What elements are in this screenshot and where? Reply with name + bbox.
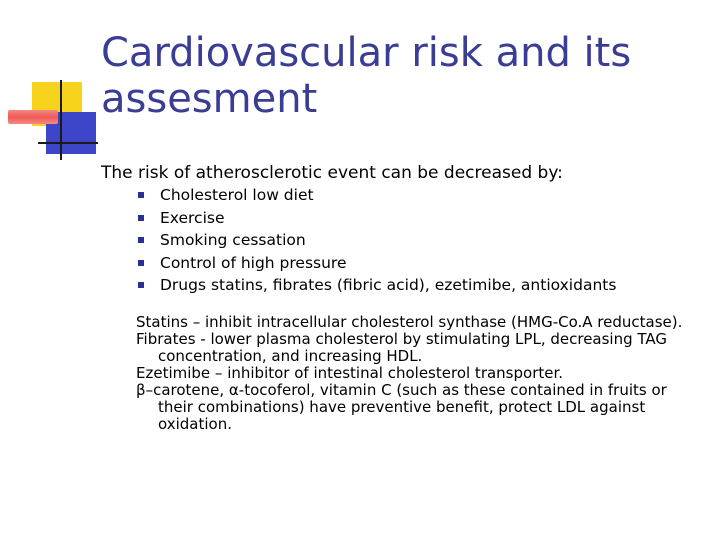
- note-antioxidants: β–carotene, α-tocoferol, vitamin C (such as these contained in fruits or their combinations) have preventive benefit, protect LDL against oxidation.: [136, 381, 667, 433]
- bullet-item: [136, 252, 616, 275]
- note-fibrates: Fibrates - lower plasma cholesterol by stimulating LPL, decreasing TAG concentration, and increasing HDL.: [136, 330, 668, 365]
- bullet-item: [136, 207, 616, 230]
- bullet-item: [136, 274, 616, 297]
- bullet-text: Cholesterol low diet: [160, 186, 314, 204]
- intro-text: The risk of atherosclerotic event can be decreased by:: [101, 163, 563, 183]
- square-bullet-icon: [138, 260, 144, 266]
- square-bullet-icon: [138, 215, 144, 221]
- slide-title: [101, 30, 701, 122]
- red-bar-decoration: [8, 110, 58, 124]
- horizontal-line-decoration: [38, 142, 98, 144]
- bullet-text: Smoking cessation: [160, 231, 306, 249]
- bullet-text: Drugs statins, fibrates (fibric acid), ezetimibe, antioxidants: [160, 276, 617, 294]
- note-ezetimibe: Ezetimibe – inhibitor of intestinal cholesterol transporter.: [136, 364, 564, 382]
- square-bullet-icon: [138, 192, 144, 198]
- slide-title-line-1: Cardiovascular risk and its: [101, 30, 632, 76]
- notes-block: [136, 314, 706, 433]
- bullet-item: [136, 229, 616, 252]
- bullet-list: [136, 184, 616, 297]
- bullet-text: Control of high pressure: [160, 253, 347, 272]
- square-bullet-icon: [138, 282, 144, 288]
- square-bullet-icon: [138, 237, 144, 243]
- vertical-line-decoration: [60, 80, 62, 160]
- note-statins: Statins – inhibit intracellular cholesterol synthase (HMG-Co.A reductase).: [136, 313, 683, 331]
- bullet-text: Exercise: [160, 208, 225, 227]
- slide-title-line-2: assesment: [101, 76, 318, 122]
- bullet-item: [136, 184, 616, 207]
